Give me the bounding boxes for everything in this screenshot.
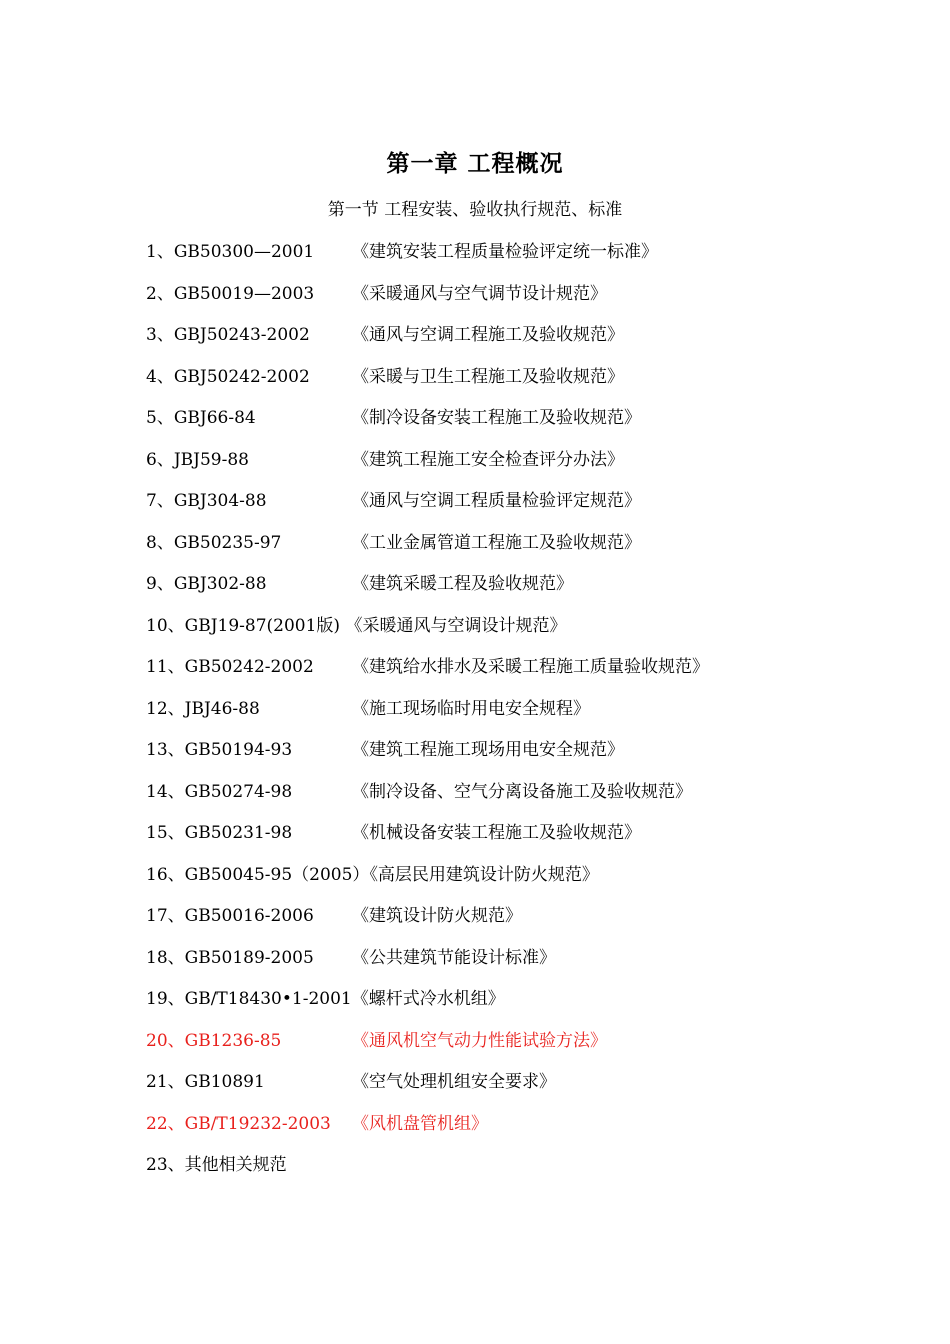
- chapter-title: 第一章 工程概况: [386, 150, 564, 177]
- standard-title: 《通风机空气动力性能试验方法》: [352, 1030, 607, 1051]
- list-item: [146, 361, 846, 403]
- standard-title: 《建筑工程施工现场用电安全规范》: [352, 740, 624, 760]
- standard-code: 17、GB50016-2006: [146, 906, 314, 926]
- standard-code: 22、GB/T19232-2003: [146, 1113, 331, 1134]
- standard-title: 《制冷设备安装工程施工及验收规范》: [352, 408, 641, 428]
- standards-list: [146, 236, 846, 1191]
- standard-code: 20、GB1236-85: [146, 1030, 282, 1051]
- standard-title: 《通风与空调工程质量检验评定规范》: [352, 491, 641, 511]
- list-item: [146, 1066, 846, 1108]
- list-item: [146, 402, 846, 444]
- standard-code: 21、GB10891: [146, 1072, 265, 1092]
- list-item: [146, 319, 846, 361]
- standard-title: 《建筑给水排水及采暖工程施工质量验收规范》: [352, 657, 709, 677]
- standard-code: 9、GBJ302-88: [146, 574, 267, 594]
- list-item: [146, 527, 846, 569]
- standard-title: 《建筑安装工程质量检验评定统一标准》: [352, 242, 658, 262]
- standard-title: 《采暖通风与空调设计规范》: [345, 615, 567, 636]
- standard-code: 18、GB50189-2005: [146, 947, 314, 968]
- standard-title: 《机械设备安装工程施工及验收规范》: [352, 823, 641, 843]
- standard-title: 《工业金属管道工程施工及验收规范》: [352, 532, 641, 553]
- standard-title: 《建筑采暖工程及验收规范》: [352, 574, 573, 594]
- standard-code: 16、GB50045-95（2005）: [146, 864, 370, 885]
- list-item: [146, 568, 846, 610]
- standard-code: 10、GBJ19-87(2001版): [146, 615, 346, 636]
- standard-title: 《采暖通风与空气调节设计规范》: [352, 283, 607, 304]
- standard-code: 7、GBJ304-88: [146, 491, 267, 511]
- list-item: [146, 983, 846, 1025]
- standard-title: 《采暖与卫生工程施工及验收规范》: [352, 366, 624, 387]
- section-title: 第一节 工程安装、验收执行规范、标准: [327, 200, 623, 220]
- standard-code: 23、其他相关规范: [146, 1155, 287, 1175]
- standard-code: 2、GB50019—2003: [146, 283, 315, 304]
- standard-title: 《施工现场临时用电安全规程》: [352, 698, 590, 719]
- standard-title: 《建筑工程施工安全检查评分办法》: [352, 449, 624, 470]
- standard-code: 5、GBJ66-84: [146, 408, 256, 428]
- list-item: [146, 900, 846, 942]
- standard-title: 《制冷设备、空气分离设备施工及验收规范》: [352, 781, 692, 802]
- standard-code: 14、GB50274-98: [146, 781, 293, 802]
- list-item: [146, 610, 846, 652]
- list-item-highlighted: [146, 1108, 846, 1150]
- list-item: [146, 485, 846, 527]
- standard-title: 《高层民用建筑设计防火规范》: [369, 864, 599, 885]
- list-item: [146, 651, 846, 693]
- standard-code: 4、GBJ50242-2002: [146, 366, 310, 387]
- standard-code: 8、GB50235-97: [146, 532, 282, 553]
- standard-title: 《空气处理机组安全要求》: [352, 1072, 556, 1092]
- list-item: [146, 1149, 846, 1191]
- list-item: [146, 942, 846, 984]
- list-item: [146, 444, 846, 486]
- standard-title: 《通风与空调工程施工及验收规范》: [352, 325, 624, 345]
- standard-title: 《风机盘管机组》: [352, 1113, 488, 1134]
- standard-code: 15、GB50231-98: [146, 823, 293, 843]
- list-item: [146, 236, 846, 278]
- list-item: [146, 278, 846, 320]
- standard-code: 19、GB/T18430•1-2001: [146, 989, 352, 1009]
- list-item: [146, 776, 846, 818]
- list-item: [146, 817, 846, 859]
- list-item: [146, 693, 846, 735]
- standard-code: 13、GB50194-93: [146, 740, 293, 760]
- standard-code: 3、GBJ50243-2002: [146, 325, 310, 345]
- list-item: [146, 859, 846, 901]
- standard-code: 12、JBJ46-88: [146, 698, 260, 719]
- standard-code: 1、GB50300—2001: [146, 242, 315, 262]
- list-item-highlighted: [146, 1025, 846, 1067]
- standard-title: 《螺杆式冷水机组》: [351, 989, 505, 1009]
- standard-title: 《公共建筑节能设计标准》: [352, 947, 556, 968]
- standard-code: 6、JBJ59-88: [146, 449, 249, 470]
- standard-code: 11、GB50242-2002: [146, 657, 314, 677]
- list-item: [146, 734, 846, 776]
- standard-title: 《建筑设计防火规范》: [352, 906, 522, 926]
